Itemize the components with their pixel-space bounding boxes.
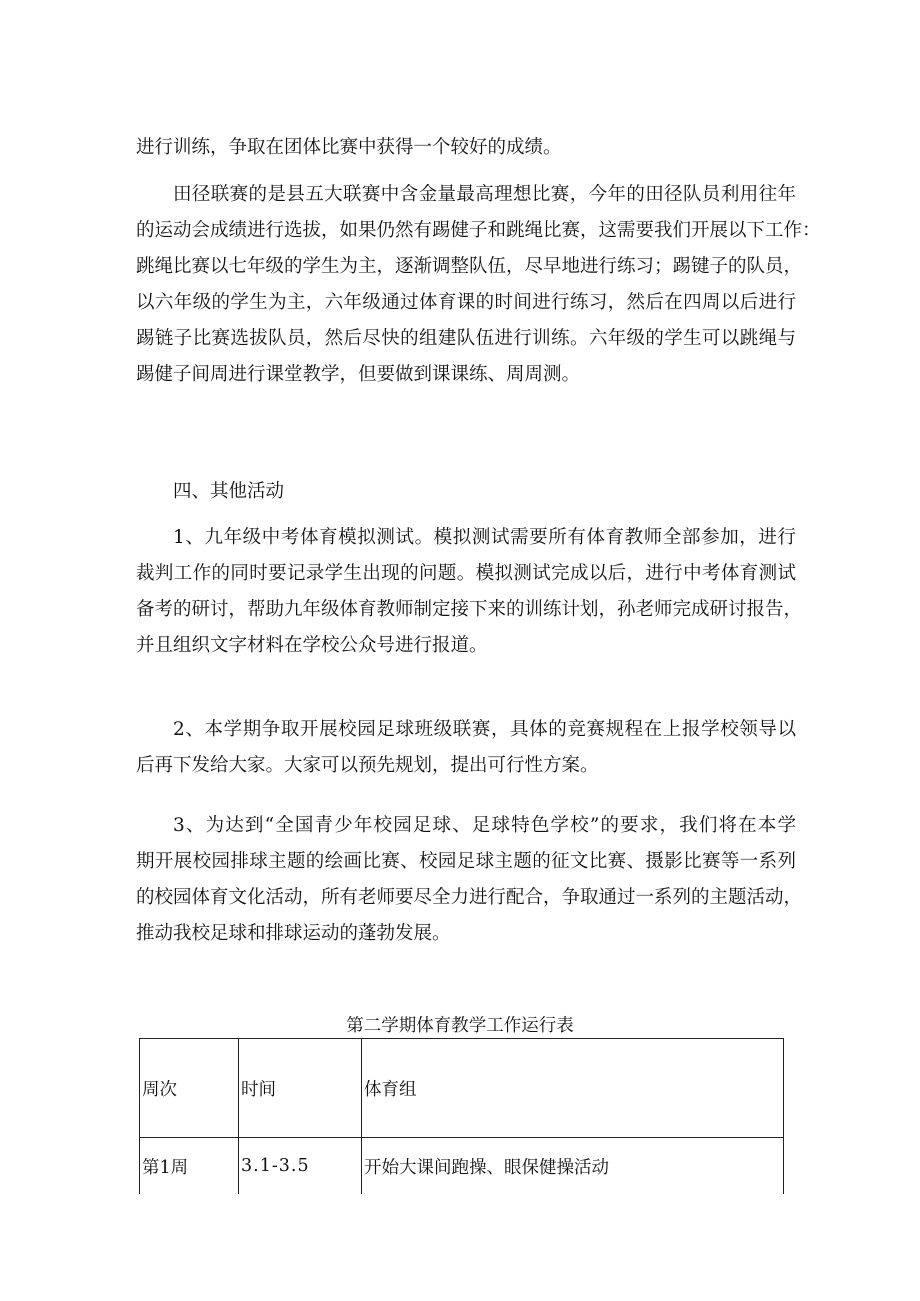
table-caption: 第二学期体育教学工作运行表 <box>346 1016 574 1036</box>
header-week: 周次 <box>140 1039 239 1138</box>
table-row <box>140 1138 784 1195</box>
text-line: 后再下发给大家。大家可以预先规划，提出可行性方案。 <box>136 755 599 776</box>
header-time: 时间 <box>239 1039 362 1138</box>
paragraph-item-3 <box>136 808 803 952</box>
section-heading-other-activities <box>136 474 796 510</box>
paragraph-training <box>136 130 796 166</box>
text-line: 备考的研讨，帮助九年级体育教师制定接下来的训练计划，孙老师完成研讨报告， <box>136 599 803 620</box>
text-line: 的校园体育文化活动，所有老师要尽全力进行配合，争取通过一系列的主题活动， <box>136 887 803 908</box>
table-header-row <box>140 1039 784 1138</box>
text-line: 1、九年级中考体育模拟测试。模拟测试需要所有体育教师全部参加，进行 <box>173 527 796 548</box>
text-line: 田径联赛的是县五大联赛中含金量最高理想比赛，今年的田径队员利用往年 <box>173 184 796 205</box>
header-pe-group: 体育组 <box>362 1039 784 1138</box>
paragraph-item-1 <box>136 520 803 664</box>
text-line: 四、其他活动 <box>173 481 285 502</box>
paragraph-item-2 <box>136 712 796 784</box>
text-line: 进行训练，争取在团体比赛中获得一个较好的成绩。 <box>136 137 562 158</box>
text-line: 跳绳比赛以七年级的学生为主，逐渐调整队伍，尽早地进行练习；踢键子的队员， <box>136 256 803 277</box>
cell-activity: 开始大课间跑操、眼保健操活动 <box>362 1138 784 1195</box>
text-line: 踢链子比赛选拔队员，然后尽快的组建队伍进行训练。六年级的学生可以跳绳与 <box>136 328 796 349</box>
text-line: 并且组织文字材料在学校公众号进行报道。 <box>136 635 488 656</box>
paragraph-track-league <box>136 177 821 393</box>
text-line: 裁判工作的同时要记录学生出现的问题。模拟测试完成以后，进行中考体育测试 <box>136 563 796 584</box>
cell-time: 3.1-3.5 <box>239 1138 362 1195</box>
text-line: 2、本学期争取开展校园足球班级联赛，具体的竞赛规程在上报学校领导以 <box>173 719 796 740</box>
text-line: 推动我校足球和排球运动的蓬勃发展。 <box>136 923 451 944</box>
text-line: 的运动会成绩进行选拔，如果仍然有踢健子和跳绳比赛，这需要我们开展以下工作： <box>136 220 821 241</box>
cell-week: 第1周 <box>140 1138 239 1195</box>
text-line: 3、为达到“全国青少年校园足球、足球特色学校”的要求，我们将在本学 <box>173 815 796 836</box>
text-line: 期开展校园排球主题的绘画比赛、校园足球主题的征文比赛、摄影比赛等一系列 <box>136 851 796 872</box>
text-line: 踢健子间周进行课堂教学，但要做到课课练、周周测。 <box>136 364 581 385</box>
schedule-table <box>139 1038 784 1194</box>
text-line: 以六年级的学生为主，六年级通过体育课的时间进行练习，然后在四周以后进行 <box>136 292 796 313</box>
